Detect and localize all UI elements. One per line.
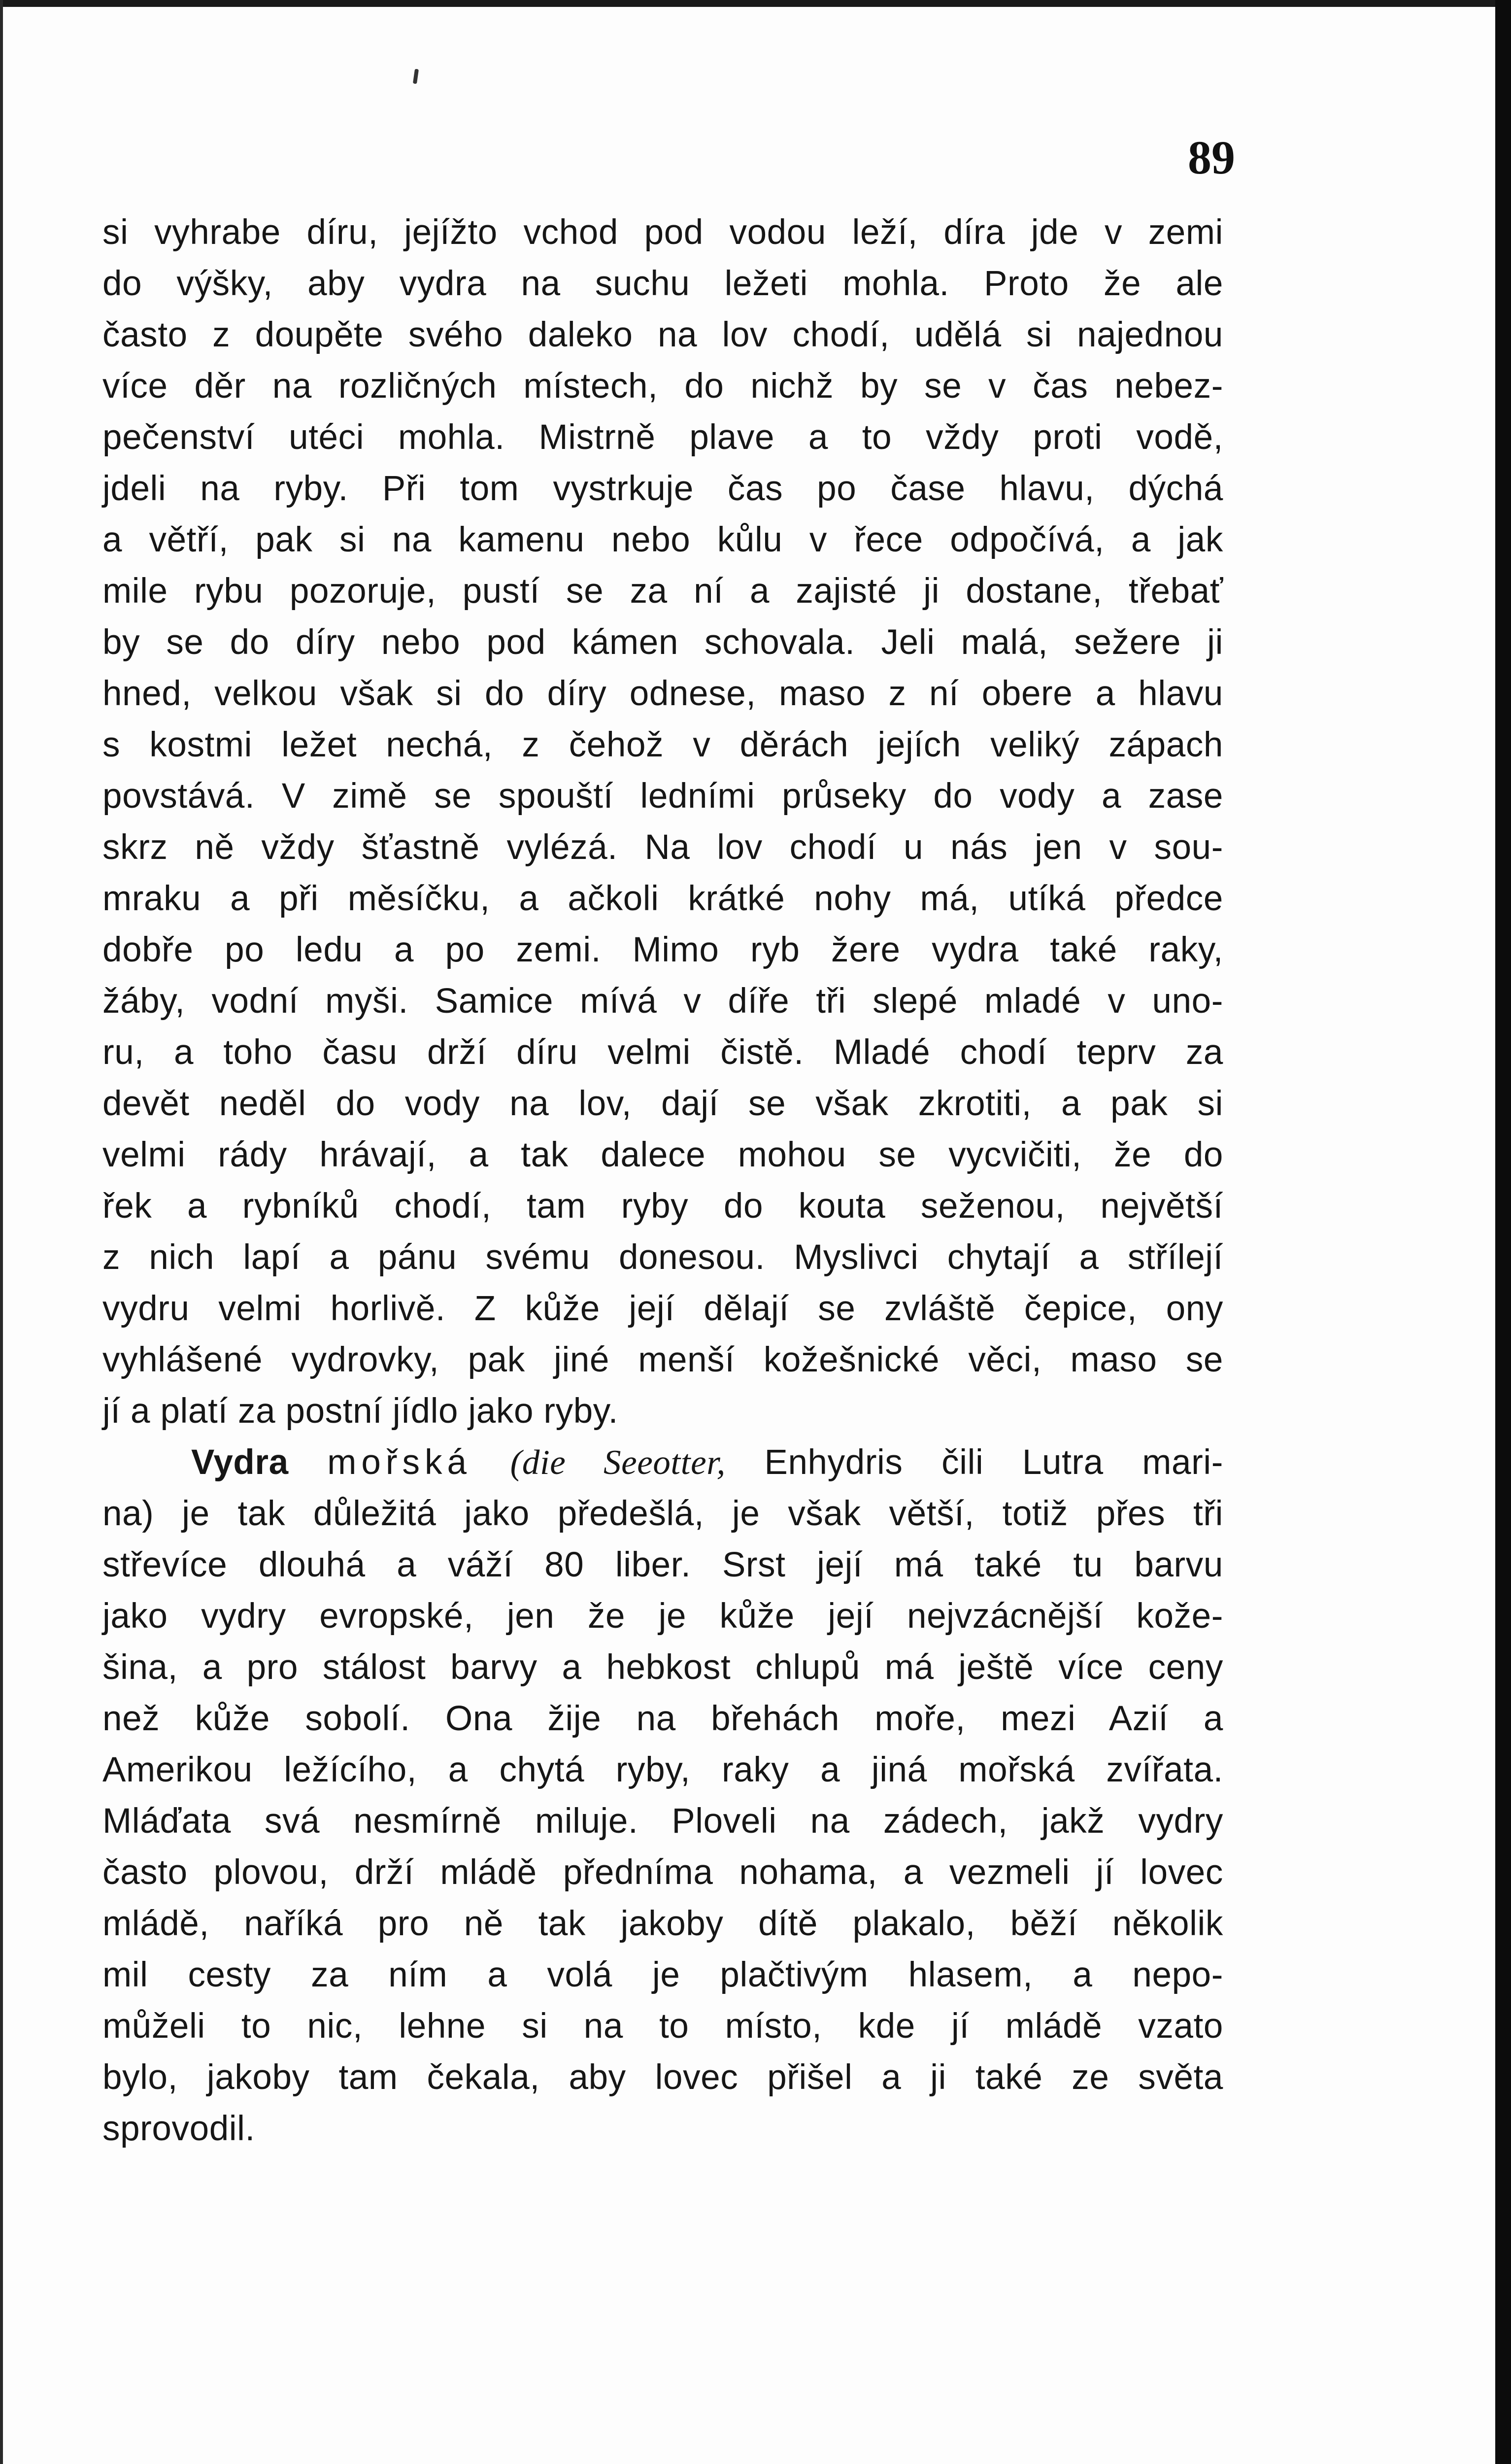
text-line: střevíce dlouhá a váží 80 liber. Srst její má také tu barvu: [102, 1545, 1223, 1584]
body-text: [102, 207, 1223, 2155]
text-line: mil cesty za ním a volá je plačtivým hlasem, a nepo-: [102, 1955, 1223, 1994]
text-line: povstává. V zimě se spouští ledními průseky do vody a zase: [102, 777, 1223, 816]
text-line: často z doupěte svého daleko na lov chodí, udělá si najednou: [102, 315, 1223, 354]
entry-term: Vydra: [191, 1443, 289, 1482]
text-line: vyhlášené vydrovky, pak jiné menší kožešnické věci, maso se: [102, 1340, 1223, 1379]
text-line: můželi to nic, lehne si na to místo, kde jí mládě vzato: [102, 2007, 1223, 2046]
text-line: jako vydry evropské, jen že je kůže její nejvzácnější kože-: [102, 1597, 1223, 1636]
text-line: pečenství utéci mohla. Mistrně plave a to vždy proti vodě,: [102, 418, 1223, 457]
text-line: skrz ně vždy šťastně vylézá. Na lov chodí u nás jen v sou-: [102, 828, 1223, 867]
text-line: mládě, naříká pro ně tak jakoby dítě plakalo, běží několik: [102, 1904, 1223, 1943]
text-line: jí a platí za postní jídlo jako ryby.: [102, 1392, 618, 1431]
text-line: více děr na rozličných místech, do nichž by se v čas nebez-: [102, 367, 1223, 406]
text-line: dobře po ledu a po zemi. Mimo ryb žere vydra také raky,: [102, 930, 1223, 969]
page-number: 89: [1188, 131, 1235, 184]
text-line: do výšky, aby vydra na suchu ležeti mohla. Proto že ale: [102, 264, 1223, 303]
entry-epithet: mořská: [327, 1443, 472, 1482]
text-line: než kůže sobolí. Ona žije na břehách moře, mezi Azií a: [102, 1699, 1223, 1738]
text-line: mraku a při měsíčku, a ačkoli krátké nohy má, utíká předce: [102, 879, 1223, 918]
paragraph-sea-otter: [102, 1437, 1223, 2155]
text-line: na) je tak důležitá jako předešlá, je však větší, totiž přes tři: [102, 1494, 1223, 1533]
text-line: [102, 1437, 1223, 1488]
latin-names: Enhydris čili Lutra mari-: [764, 1443, 1223, 1482]
text-line: často plovou, drží mládě předníma nohama, a vezmeli jí lovec: [102, 1853, 1223, 1892]
text-line: ru, a toho času drží díru velmi čistě. Mladé chodí teprv za: [102, 1033, 1223, 1072]
text-line: jdeli na ryby. Při tom vystrkuje čas po čase hlavu, dýchá: [102, 469, 1223, 508]
scan-border-top: [0, 0, 1511, 7]
text-line: a větří, pak si na kamenu nebo kůlu v řece odpočívá, a jak: [102, 520, 1223, 559]
text-line: bylo, jakoby tam čekala, aby lovec přišel a ji také ze světa: [102, 2058, 1223, 2097]
text-line: vydru velmi horlivě. Z kůže její dělají se zvláště čepice, ony: [102, 1289, 1223, 1328]
scan-speck-mark: [413, 69, 419, 84]
text-line: velmi rády hrávají, a tak dalece mohou se vycvičiti, že do: [102, 1135, 1223, 1174]
text-line: Amerikou ležícího, a chytá ryby, raky a jiná mořská zvířata.: [102, 1750, 1223, 1789]
text-line: šina, a pro stálost barvy a hebkost chlupů má ještě více ceny: [102, 1648, 1223, 1687]
text-line: sprovodil.: [102, 2109, 255, 2148]
text-line: hned, velkou však si do díry odnese, maso z ní obere a hlavu: [102, 674, 1223, 713]
text-line: devět neděl do vody na lov, dají se však zkrotiti, a pak si: [102, 1084, 1223, 1123]
text-line: žáby, vodní myši. Samice mívá v díře tři slepé mladé v uno-: [102, 982, 1223, 1021]
paragraph-otter: [102, 207, 1223, 1437]
text-line: s kostmi ležet nechá, z čehož v děrách jejích veliký zápach: [102, 725, 1223, 764]
text-line: si vyhrabe díru, jejížto vchod pod vodou leží, díra jde v zemi: [102, 213, 1223, 252]
scan-border-right: [1495, 0, 1511, 2464]
text-line: by se do díry nebo pod kámen schovala. Jeli malá, sežere ji: [102, 623, 1223, 662]
text-line: z nich lapí a pánu svému donesou. Myslivci chytají a střílejí: [102, 1238, 1223, 1277]
text-line: řek a rybníků chodí, tam ryby do kouta seženou, největší: [102, 1187, 1223, 1226]
text-line: mile rybu pozoruje, pustí se za ní a zajisté ji dostane, třebať: [102, 572, 1223, 611]
german-name: (die Seeotter,: [510, 1443, 726, 1482]
scan-border-left: [0, 0, 3, 2464]
text-line: Mláďata svá nesmírně miluje. Ploveli na zádech, jakž vydry: [102, 1802, 1223, 1841]
